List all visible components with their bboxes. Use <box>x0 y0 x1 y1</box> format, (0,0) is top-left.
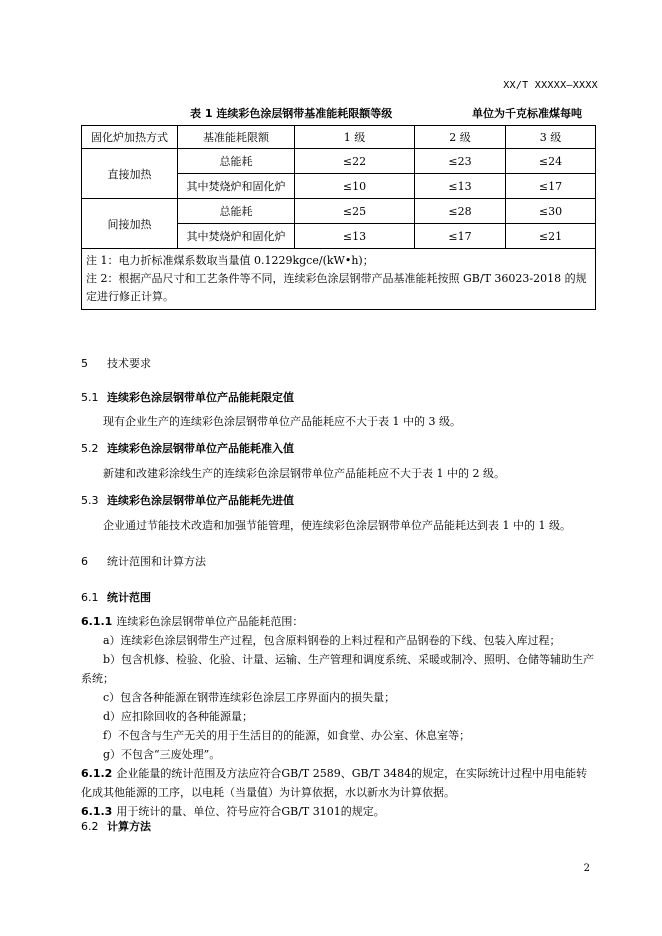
page-number: 2 <box>583 863 590 874</box>
clause-6-1-1: 6.1.1 连续彩色涂层钢带单位产品能耗范围： <box>81 615 304 628</box>
clause-6-1-3: 6.1.3 用于统计的量、单位、符号应符合GB/T 3101的规定。 <box>81 805 385 818</box>
value-cell: ≤25 <box>295 199 415 224</box>
value-cell: ≤10 <box>295 174 415 199</box>
section-heading: 5 技术要求 <box>81 357 151 370</box>
subsection-heading: 5.3 连续彩色涂层钢带单位产品能耗先进值 <box>81 494 294 507</box>
item-cell: 总能耗 <box>178 149 295 174</box>
table-note: 注 1：电力折标准煤系数取当量值 0.1229kgce/(kW•h)； <box>86 254 374 267</box>
list-item: g）不包含“三废处理”。 <box>103 748 221 761</box>
table-notes-row <box>82 249 596 310</box>
method-cell: 间接加热 <box>82 199 178 249</box>
list-item: b）包含机修、检验、化验、计量、运输、生产管理和调度系统、采暖或制冷、照明、仓储等辅助生产系统； <box>81 653 595 685</box>
header-cell: 1 级 <box>295 126 415 149</box>
value-cell: ≤30 <box>506 199 596 224</box>
value-cell: ≤13 <box>295 224 415 249</box>
header-cell: 固化炉加热方式 <box>82 126 178 149</box>
clause-6-1-2: 6.1.2 企业能量的统计范围及方法应符合GB/T 2589、GB/T 3484的规定，在实际统计过程中用电能转化成其他能源的工序，以电耗（当量值）为计算依据，水以新水为计算依据。 <box>81 767 588 799</box>
table-row <box>82 199 596 224</box>
subsection-heading: 6.1 统计范围 <box>81 591 151 604</box>
subsection-heading: 6.2 计算方法 <box>81 820 151 833</box>
value-cell: ≤22 <box>295 149 415 174</box>
method-cell: 直接加热 <box>82 149 178 199</box>
header-cell: 基准能耗限额 <box>178 126 295 149</box>
table-notes <box>82 249 596 310</box>
value-cell: ≤28 <box>415 199 506 224</box>
table-unit: 单位为千克标准煤每吨 <box>472 107 582 120</box>
subsection-heading: 5.1 连续彩色涂层钢带单位产品能耗限定值 <box>81 391 294 404</box>
table-caption: 表 1 连续彩色涂层钢带基准能耗限额等级 <box>190 107 393 120</box>
subsection-heading: 5.2 连续彩色涂层钢带单位产品能耗准入值 <box>81 442 294 455</box>
list-item: c）包含各种能源在钢带连续彩色涂层工序界面内的损失量； <box>103 691 396 704</box>
paragraph: 企业通过节能技术改造和加强节能管理，使连续彩色涂层钢带单位产品能耗达到表 1 中的 1 级。 <box>103 519 571 532</box>
value-cell: ≤17 <box>506 174 596 199</box>
item-cell: 其中焚烧炉和固化炉 <box>178 224 295 249</box>
item-cell: 其中焚烧炉和固化炉 <box>178 174 295 199</box>
item-cell: 总能耗 <box>178 199 295 224</box>
value-cell: ≤24 <box>506 149 596 174</box>
table-note: 注 2：根据产品尺寸和工艺条件等不同，连续彩色涂层钢带产品基准能耗按照 GB/T 36023-2018 的规定进行修正计算。 <box>86 272 587 303</box>
value-cell: ≤13 <box>415 174 506 199</box>
list-item: a）连续彩色涂层钢带生产过程，包含原料钢卷的上料过程和产品钢卷的下线、包装入库过程； <box>103 634 561 647</box>
header-cell: 3 级 <box>506 126 596 149</box>
value-cell: ≤21 <box>506 224 596 249</box>
document-code: XX/T XXXXX—XXXX <box>503 80 598 91</box>
table-row <box>82 149 596 174</box>
list-item: d）应扣除回收的各种能源量； <box>103 710 254 723</box>
value-cell: ≤23 <box>415 149 506 174</box>
header-cell: 2 级 <box>415 126 506 149</box>
table-header-row <box>82 126 596 149</box>
value-cell: ≤17 <box>415 224 506 249</box>
paragraph <box>81 612 595 821</box>
paragraph: 现有企业生产的连续彩色涂层钢带单位产品能耗应不大于表 1 中的 3 级。 <box>103 415 461 428</box>
energy-limit-table <box>81 125 596 310</box>
section-heading: 6 统计范围和计算方法 <box>81 555 206 568</box>
list-item: f）不包含与生产无关的用于生活目的的能源，如食堂、办公室、休息室等； <box>103 729 471 742</box>
paragraph: 新建和改建彩涂线生产的连续彩色涂层钢带单位产品能耗应不大于表 1 中的 2 级。 <box>103 467 505 480</box>
